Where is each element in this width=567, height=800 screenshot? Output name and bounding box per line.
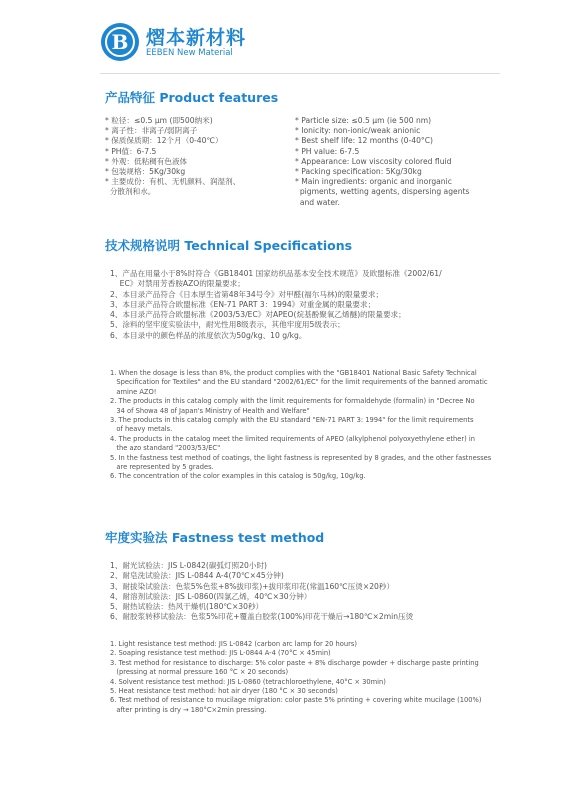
list-item: 3. The products in this catalog comply with the EU standard "EN-71 PART 3: 1994" for the limit requirements bbox=[110, 416, 474, 425]
list-item: amine AZO! bbox=[110, 387, 157, 396]
section-title-technical-specifications: 技术规格说明 Technical Specifications bbox=[105, 238, 353, 253]
list-item: 1、耐光试验法：JIS L-0842(碳弧灯照20小时) bbox=[110, 561, 268, 570]
product-features-cn-list bbox=[105, 116, 240, 198]
list-item: * PH value: 6-7.5 bbox=[295, 146, 360, 156]
list-item: 5、涂料的坚牢度实验法中，耐光性用8级表示，其他牢度用5级表示； bbox=[110, 320, 345, 330]
list-item: * PH值：6-7.5 bbox=[105, 146, 157, 156]
list-item: the azo standard "2003/53/EC" bbox=[110, 444, 221, 453]
list-item: 4、本目录产品符合欧盟标准《2003/53/EC》对APEO(烷基酚聚氧乙烯醚)的限量要求； bbox=[110, 310, 406, 320]
list-item: are represented by 5 grades. bbox=[110, 463, 214, 472]
brand-header bbox=[100, 22, 320, 62]
svg-text:B: B bbox=[111, 30, 129, 54]
fastness-test-en-list bbox=[110, 640, 500, 715]
list-item: 分散剂和水。 bbox=[105, 187, 156, 197]
list-item: 1. Light resistance test method: JIS L-0842 (carbon arc lamp for 20 hours) bbox=[110, 640, 357, 648]
list-item: 3、耐拔染试验法：色浆5%色浆+8%拔印浆)+拔印浆印花(常温160℃压烫×20秒） bbox=[110, 581, 395, 591]
list-item: 2、耐皂洗试验法：JIS L-0844 A-4(70℃×45分钟) bbox=[110, 571, 284, 581]
section-title-product-features: 产品特征 Product features bbox=[105, 90, 279, 105]
list-item: (pressing at normal pressure 160 °C × 20 seconds) bbox=[110, 668, 289, 677]
list-item: * Best shelf life: 12 months (0-40°C) bbox=[295, 136, 433, 146]
list-item: 2. The products in this catalog comply with the limit requirements for formaldehyde (formalin) in "Decree No bbox=[110, 397, 475, 406]
list-item: Specification for Textiles" and the EU standard "2002/61/EC" for the limit requirements of the banned aromatic bbox=[110, 378, 488, 387]
list-item: * 粒径：≤0.5 μm (即500纳米) bbox=[105, 116, 213, 125]
list-item: 4、耐溶剂试验法：JIS L-0860(四氯乙烯，40℃×30分钟） bbox=[110, 591, 312, 601]
list-item: * 包装规格：5Kg/30kg bbox=[105, 167, 186, 177]
list-item: * Ionicity: non-ionic/weak anionic bbox=[295, 126, 421, 136]
product-features-en-list bbox=[295, 116, 469, 208]
list-item: * Appearance: Low viscosity colored fluid bbox=[295, 156, 452, 166]
list-item: * 离子性：非离子/弱阴离子 bbox=[105, 126, 198, 136]
list-item: * 主要成份：有机、无机颜料、润湿剂、 bbox=[105, 177, 241, 187]
list-item: * Packing specification: 5Kg/30kg bbox=[295, 167, 422, 177]
technical-specifications-en-list bbox=[110, 369, 500, 482]
list-item: * 外观：低粘稠有色液体 bbox=[105, 156, 188, 166]
eeben-logo-icon bbox=[100, 22, 140, 62]
list-item: 6、耐胶浆转移试验法：色浆5%印花+覆盖白胶浆(100%)印花干燥后→180℃×2min压烫 bbox=[110, 612, 414, 622]
technical-specifications-cn-list bbox=[110, 269, 500, 341]
list-item: pigments, wetting agents, dispersing agents bbox=[295, 187, 470, 197]
list-item: after printing is dry → 180°C×2min pressing. bbox=[110, 705, 267, 714]
list-item: 5、耐热试验法：热风干燥机(180℃×30秒） bbox=[110, 602, 264, 612]
header-divider bbox=[100, 73, 500, 74]
list-item: 34 of Showa 48 of Japan's Ministry of Health and Welfare" bbox=[110, 406, 310, 415]
fastness-test-cn-list bbox=[110, 561, 500, 623]
list-item: * 保质保质期：12个月（0-40℃） bbox=[105, 136, 223, 146]
list-item: 3. Test method for resistance to discharge: 5% color paste + 8% discharge powder + discharge paste printing bbox=[110, 658, 479, 667]
list-item: of heavy metals. bbox=[110, 425, 173, 434]
list-item: 2、本目录产品符合《日本厚生省第48年34号令》对甲醛(福尔马林)的限量要求； bbox=[110, 289, 384, 299]
list-item: 1、产品在用量小于8%时符合《GB18401 国家纺织品基本安全技术规范》及欧盟标准《2002/61/ bbox=[110, 269, 442, 278]
list-item: 4. Solvent resistance test method: JIS L-0860 (tetrachloroethylene, 40°C × 30min) bbox=[110, 677, 386, 686]
list-item: 5. Heat resistance test method: hot air dryer (180 °C × 30 seconds) bbox=[110, 687, 338, 696]
list-item: 3、本目录产品符合欧盟标准《EN-71 PART 3：1994》对重金属的限量要求； bbox=[110, 299, 376, 309]
section-title-fastness-test-method: 牢度实验法 Fastness test method bbox=[105, 530, 325, 545]
list-item: 6. Test method of resistance to mucilage migration: color paste 5% printing + covering white mucilage (100%) bbox=[110, 696, 482, 705]
list-item: and water. bbox=[295, 197, 340, 207]
list-item: 1. When the dosage is less than 8%, the product complies with the "GB18401 National Basic Safety Technical bbox=[110, 369, 477, 377]
list-item: 6. The concentration of the color examples in this catalog is 50g/kg, 10g/kg. bbox=[110, 472, 366, 481]
list-item: EC》对禁用芳香胺AZO的限量要求； bbox=[110, 279, 245, 289]
list-item: 2. Soaping resistance test method: JIS L-0844 A-4 (70°C × 45min) bbox=[110, 649, 331, 658]
brand-name-en: EEBEN New Material bbox=[146, 48, 233, 58]
list-item: 6、本目录中的颜色样品的浓度依次为50g/kg、10 g/kg。 bbox=[110, 330, 307, 340]
list-item: 5. In the fastness test method of coatings, the light fastness is represented by 8 grades, and the other fastnesses bbox=[110, 453, 492, 462]
list-item: * Particle size: ≤0.5 μm (ie 500 nm) bbox=[295, 116, 432, 125]
list-item: * Main ingredients: organic and inorganic bbox=[295, 177, 452, 187]
list-item: 4. The products in the catalog meet the limited requirements of APEO (alkylphenol polyoxyethylene ether) in bbox=[110, 434, 475, 443]
brand-name-cn: 熠本新材料 bbox=[146, 27, 247, 49]
